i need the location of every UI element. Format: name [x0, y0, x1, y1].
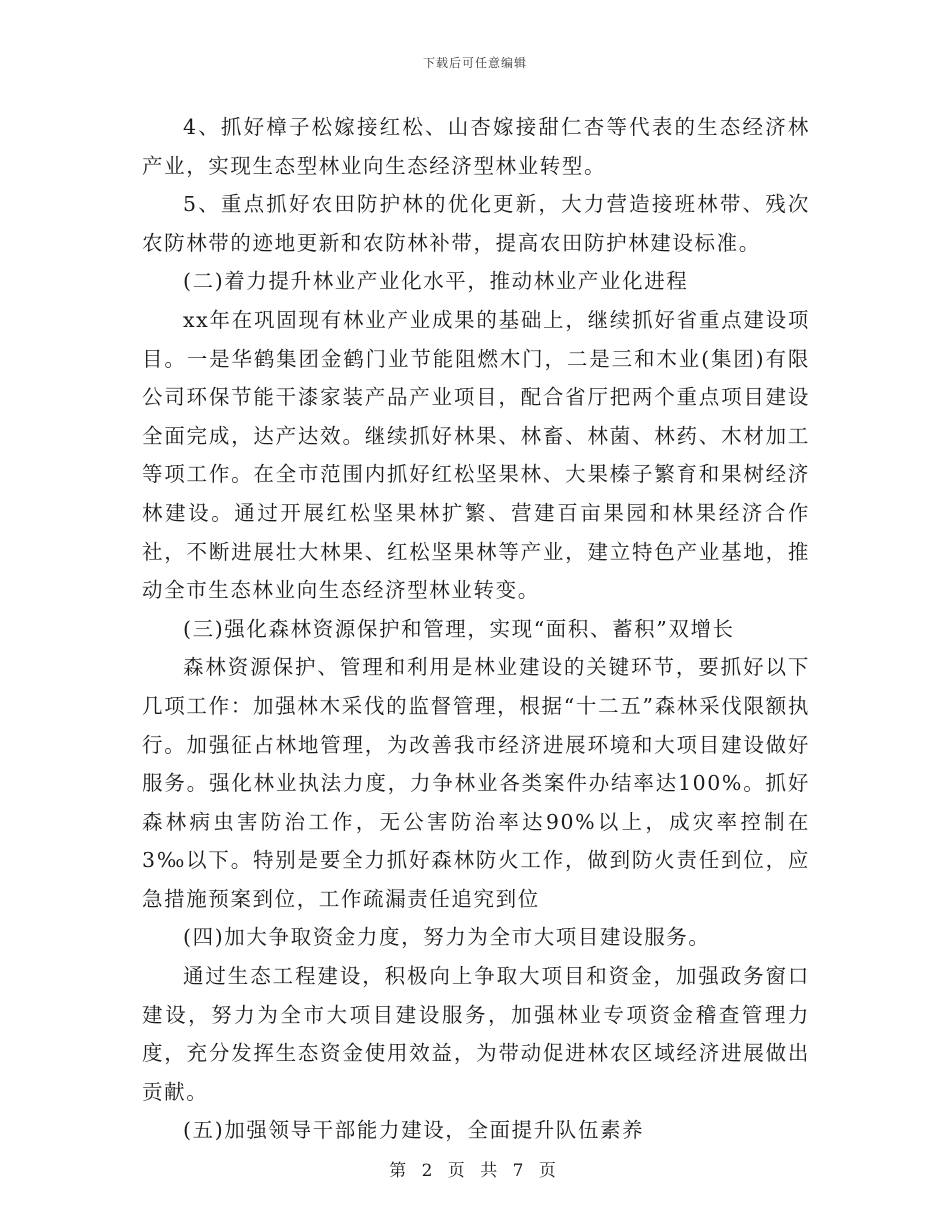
- paragraph-item-5: 5、重点抓好农田防护林的优化更新，大力营造接班林带、残次农防林带的迹地更新和农防林补带，提高农田防护林建设标准。: [142, 192, 810, 255]
- paragraph-funding: 通过生态工程建设，积极向上争取大项目和资金，加强政务窗口建设，努力为全市大项目建设服务，加强林业专项资金稽查管理力度，充分发挥生态资金使用效益，为带动促进林农区域经济进展做出贡献。: [142, 964, 810, 1104]
- header-note: 下载后可任意编辑: [422, 56, 527, 70]
- section-heading-2: (二)着力提升林业产业化水平，推动林业产业化进程: [183, 269, 689, 294]
- page-number: 第 2 页 共 7 页: [389, 1161, 561, 1181]
- paragraph-forest-protection: 森林资源保护、管理和利用是林业建设的关键环节，要抓好以下几项工作：加强林木采伐的监督管理，根据“十二五”森林采伐限额执行。加强征占林地管理，为改善我市经济进展环境和大项目建设做好服务。强化林业执法力度，力争林业各类案件办结率达100%。抓好森林病虫害防治工作，无公害防治率达90%以上，成灾率控制在3‰以下。特别是要全力抓好森林防火工作，做到防火责任到位，应急措施预案到位，工作疏漏责任追究到位: [142, 655, 810, 911]
- paragraph-industry: xx年在巩固现有林业产业成果的基础上，继续抓好省重点建设项目。一是华鹤集团金鹤门业节能阻燃木门，二是三和木业(集团)有限公司环保节能干漆家装产品产业项目，配合省厅把两个重点项目建设全面完成，达产达效。继续抓好林果、林畜、林菌、林药、木材加工等项工作。在全市范围内抓好红松坚果林、大果榛子繁育和果树经济林建设。通过开展红松坚果林扩繁、营建百亩果园和林果经济合作社，不断进展壮大林果、红松坚果林等产业，建立特色产业基地，推动全市生态林业向生态经济型林业转变。: [142, 307, 810, 603]
- section-heading-4: (四)加大争取资金力度，努力为全市大项目建设服务。: [183, 925, 711, 950]
- section-heading-5: (五)加强领导干部能力建设，全面提升队伍素养: [183, 1118, 645, 1143]
- section-heading-3: (三)强化森林资源保护和管理，实现“面积、蓄积”双增长: [183, 616, 735, 641]
- paragraph-item-4: 4、抓好樟子松嫁接红松、山杏嫁接甜仁杏等代表的生态经济林产业，实现生态型林业向生态经济型林业转型。: [142, 115, 810, 178]
- document-body: [142, 108, 810, 1150]
